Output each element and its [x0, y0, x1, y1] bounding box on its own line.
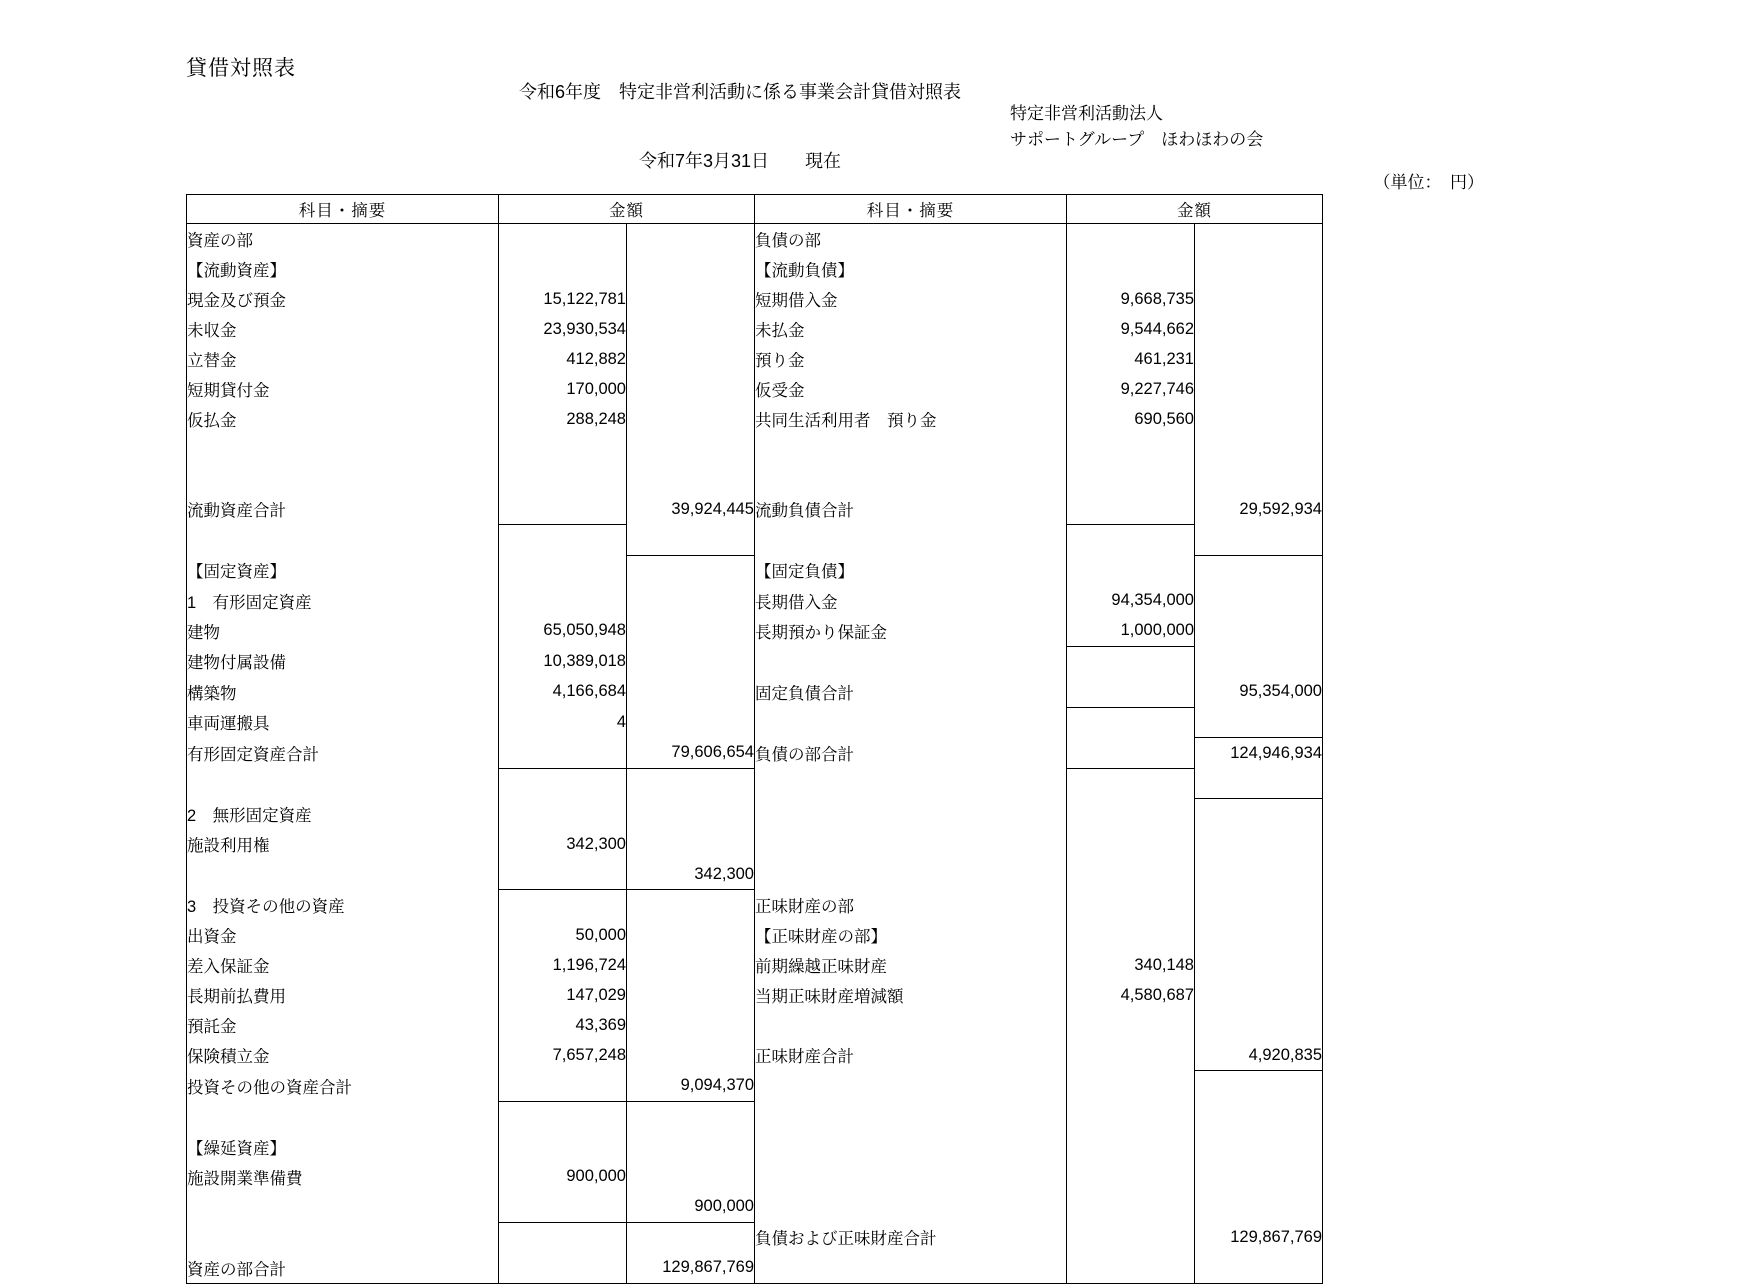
left-subtotal-amount [499, 586, 627, 616]
left-item-label: 有形固定資産合計 [187, 738, 499, 769]
right-subtotal-amount [1067, 1010, 1195, 1040]
left-total-amount [627, 525, 755, 556]
right-subtotal-amount: 461,231 [1067, 344, 1195, 374]
left-subtotal-amount: 170,000 [499, 374, 627, 404]
right-total-amount [1195, 1253, 1323, 1284]
table-row [187, 707, 1323, 738]
left-item-label: 資産の部 [187, 224, 499, 255]
left-subtotal-amount [499, 1132, 627, 1162]
right-item-label: 負債の部 [755, 224, 1067, 255]
table-body [187, 224, 1323, 1284]
table-row [187, 525, 1323, 556]
left-item-label [187, 1192, 499, 1223]
left-subtotal-amount [499, 1222, 627, 1253]
table-row [187, 859, 1323, 890]
left-item-label: 長期前払費用 [187, 980, 499, 1010]
left-subtotal-amount [499, 434, 627, 464]
left-item-label: 資産の部合計 [187, 1253, 499, 1284]
left-total-amount: 79,606,654 [627, 738, 755, 769]
left-subtotal-amount [499, 224, 627, 255]
left-item-label: 2 無形固定資産 [187, 799, 499, 830]
table-row [187, 950, 1323, 980]
left-item-label [187, 434, 499, 464]
right-subtotal-amount [1067, 525, 1195, 556]
left-subtotal-amount: 4,166,684 [499, 677, 627, 708]
left-item-label: 【繰延資産】 [187, 1132, 499, 1162]
left-item-label: 差入保証金 [187, 950, 499, 980]
left-total-amount [627, 374, 755, 404]
left-item-label: 【固定資産】 [187, 555, 499, 586]
left-total-amount [627, 890, 755, 921]
right-subtotal-amount: 340,148 [1067, 950, 1195, 980]
right-subtotal-amount: 1,000,000 [1067, 616, 1195, 647]
right-item-label: 預り金 [755, 344, 1067, 374]
header-item-left: 科目・摘要 [187, 195, 499, 224]
right-subtotal-amount [1067, 799, 1195, 830]
right-item-label: 未払金 [755, 314, 1067, 344]
left-item-label [187, 525, 499, 556]
right-item-label [755, 859, 1067, 890]
right-item-label [755, 646, 1067, 677]
table-row [187, 1132, 1323, 1162]
left-subtotal-amount: 65,050,948 [499, 616, 627, 647]
left-subtotal-amount: 10,389,018 [499, 646, 627, 677]
left-subtotal-amount [499, 799, 627, 830]
left-total-amount [627, 284, 755, 314]
right-subtotal-amount [1067, 254, 1195, 284]
right-subtotal-amount [1067, 829, 1195, 859]
right-total-amount [1195, 646, 1323, 677]
balance-sheet-table [186, 194, 1323, 1284]
right-total-amount [1195, 859, 1323, 890]
left-total-amount [627, 1101, 755, 1132]
right-total-amount [1195, 890, 1323, 921]
right-item-label [755, 1162, 1067, 1192]
table-row [187, 1071, 1323, 1102]
right-total-amount [1195, 1071, 1323, 1102]
left-item-label: 仮払金 [187, 404, 499, 434]
right-subtotal-amount: 9,544,662 [1067, 314, 1195, 344]
left-total-amount: 342,300 [627, 859, 755, 890]
table-row [187, 616, 1323, 647]
left-total-amount [627, 1040, 755, 1071]
table-row [187, 738, 1323, 769]
left-total-amount [627, 980, 755, 1010]
table-row [187, 284, 1323, 314]
left-subtotal-amount: 23,930,534 [499, 314, 627, 344]
left-item-label: 【流動資産】 [187, 254, 499, 284]
left-total-amount [627, 464, 755, 494]
right-subtotal-amount [1067, 224, 1195, 255]
right-subtotal-amount: 690,560 [1067, 404, 1195, 434]
left-total-amount [627, 434, 755, 464]
right-item-label [755, 1010, 1067, 1040]
left-total-amount [627, 950, 755, 980]
right-subtotal-amount [1067, 920, 1195, 950]
left-total-amount [627, 646, 755, 677]
right-total-amount [1195, 829, 1323, 859]
right-item-label [755, 464, 1067, 494]
left-total-amount [627, 1010, 755, 1040]
left-subtotal-amount [499, 1253, 627, 1284]
left-subtotal-amount: 147,029 [499, 980, 627, 1010]
left-total-amount: 129,867,769 [627, 1253, 755, 1284]
left-total-amount [627, 1162, 755, 1192]
right-subtotal-amount [1067, 1192, 1195, 1223]
left-subtotal-amount: 342,300 [499, 829, 627, 859]
table-row [187, 677, 1323, 708]
left-subtotal-amount [499, 738, 627, 769]
right-subtotal-amount [1067, 1101, 1195, 1132]
left-total-amount [627, 254, 755, 284]
right-subtotal-amount [1067, 677, 1195, 708]
as-of-date: 令和7年3月31日 現在 [638, 151, 842, 171]
right-item-label [755, 1071, 1067, 1102]
left-item-label: 3 投資その他の資産 [187, 890, 499, 921]
left-item-label: 預託金 [187, 1010, 499, 1040]
left-item-label: 流動資産合計 [187, 494, 499, 525]
right-item-label: 流動負債合計 [755, 494, 1067, 525]
right-subtotal-amount [1067, 1132, 1195, 1162]
left-subtotal-amount: 7,657,248 [499, 1040, 627, 1071]
table-row [187, 980, 1323, 1010]
right-item-label: 当期正味財産増減額 [755, 980, 1067, 1010]
right-subtotal-amount [1067, 1040, 1195, 1071]
table-row [187, 344, 1323, 374]
right-subtotal-amount: 94,354,000 [1067, 586, 1195, 616]
header-amount-left: 金額 [499, 195, 755, 224]
right-subtotal-amount [1067, 494, 1195, 525]
left-item-label: 建物付属設備 [187, 646, 499, 677]
right-total-amount [1195, 374, 1323, 404]
right-total-amount [1195, 314, 1323, 344]
right-total-amount [1195, 768, 1323, 799]
table-row [187, 1010, 1323, 1040]
right-item-label: 仮受金 [755, 374, 1067, 404]
table-row [187, 1162, 1323, 1192]
right-item-label: 【流動負債】 [755, 254, 1067, 284]
left-total-amount [627, 677, 755, 708]
organization-name: サポートグループ ほわほわの会 [1010, 129, 1264, 149]
right-total-amount: 29,592,934 [1195, 494, 1323, 525]
right-total-amount: 4,920,835 [1195, 1040, 1323, 1071]
left-item-label: 建物 [187, 616, 499, 647]
left-subtotal-amount: 900,000 [499, 1162, 627, 1192]
right-total-amount [1195, 404, 1323, 434]
right-total-amount [1195, 254, 1323, 284]
right-item-label: 正味財産合計 [755, 1040, 1067, 1071]
table-row [187, 494, 1323, 525]
left-item-label: 出資金 [187, 920, 499, 950]
right-subtotal-amount [1067, 1162, 1195, 1192]
table-row [187, 890, 1323, 921]
table-row [187, 254, 1323, 284]
header-amount-right: 金額 [1067, 195, 1323, 224]
left-item-label: 立替金 [187, 344, 499, 374]
left-subtotal-amount: 15,122,781 [499, 284, 627, 314]
table-row [187, 1222, 1323, 1253]
right-total-amount [1195, 464, 1323, 494]
left-total-amount [627, 616, 755, 647]
left-item-label [187, 1222, 499, 1253]
left-item-label: 構築物 [187, 677, 499, 708]
right-total-amount: 129,867,769 [1195, 1222, 1323, 1253]
left-total-amount [627, 768, 755, 799]
table-row [187, 555, 1323, 586]
right-total-amount [1195, 434, 1323, 464]
left-total-amount [627, 829, 755, 859]
table-header-row [187, 195, 1323, 224]
right-subtotal-amount [1067, 707, 1195, 738]
table-row [187, 374, 1323, 404]
left-total-amount [627, 586, 755, 616]
left-total-amount: 900,000 [627, 1192, 755, 1223]
left-item-label [187, 464, 499, 494]
table-row [187, 1040, 1323, 1071]
table-row [187, 646, 1323, 677]
right-item-label [755, 1132, 1067, 1162]
right-total-amount [1195, 707, 1323, 738]
left-item-label [187, 1101, 499, 1132]
right-subtotal-amount [1067, 1253, 1195, 1284]
left-total-amount: 39,924,445 [627, 494, 755, 525]
right-item-label [755, 707, 1067, 738]
organization-block [1010, 101, 1263, 152]
left-item-label: 1 有形固定資産 [187, 586, 499, 616]
right-item-label: 負債の部合計 [755, 738, 1067, 769]
table-row [187, 434, 1323, 464]
left-total-amount [627, 920, 755, 950]
document-label: 貸借対照表 [186, 57, 296, 80]
left-item-label [187, 768, 499, 799]
left-item-label: 施設開業準備費 [187, 1162, 499, 1192]
right-total-amount [1195, 1192, 1323, 1223]
right-item-label: 短期借入金 [755, 284, 1067, 314]
right-subtotal-amount [1067, 434, 1195, 464]
left-subtotal-amount: 412,882 [499, 344, 627, 374]
right-item-label [755, 799, 1067, 830]
left-total-amount [627, 404, 755, 434]
right-total-amount: 95,354,000 [1195, 677, 1323, 708]
left-total-amount: 9,094,370 [627, 1071, 755, 1102]
left-subtotal-amount [499, 494, 627, 525]
left-item-label [187, 859, 499, 890]
right-total-amount [1195, 799, 1323, 830]
right-total-amount [1195, 950, 1323, 980]
right-subtotal-amount [1067, 1222, 1195, 1253]
right-item-label: 長期借入金 [755, 586, 1067, 616]
left-subtotal-amount [499, 890, 627, 921]
right-item-label [755, 1101, 1067, 1132]
right-total-amount [1195, 1132, 1323, 1162]
right-total-amount [1195, 920, 1323, 950]
table-row [187, 1101, 1323, 1132]
left-subtotal-amount [499, 525, 627, 556]
right-subtotal-amount [1067, 859, 1195, 890]
table-row [187, 829, 1323, 859]
left-item-label: 保険積立金 [187, 1040, 499, 1071]
right-total-amount [1195, 980, 1323, 1010]
left-subtotal-amount: 50,000 [499, 920, 627, 950]
organization-type: 特定非営利活動法人 [1010, 104, 1163, 123]
right-total-amount [1195, 616, 1323, 647]
right-subtotal-amount [1067, 890, 1195, 921]
unit-note: （単位： 円） [1373, 173, 1484, 192]
table-row [187, 224, 1323, 255]
right-subtotal-amount [1067, 464, 1195, 494]
left-total-amount [627, 224, 755, 255]
right-total-amount [1195, 555, 1323, 586]
right-item-label: 共同生活利用者 預り金 [755, 404, 1067, 434]
right-total-amount [1195, 1010, 1323, 1040]
right-item-label [755, 1253, 1067, 1284]
right-item-label: 長期預かり保証金 [755, 616, 1067, 647]
left-total-amount [627, 799, 755, 830]
right-total-amount [1195, 344, 1323, 374]
header-item-right: 科目・摘要 [755, 195, 1067, 224]
right-item-label [755, 829, 1067, 859]
right-item-label [755, 768, 1067, 799]
table-row [187, 768, 1323, 799]
right-total-amount [1195, 224, 1323, 255]
left-total-amount [627, 555, 755, 586]
right-item-label: 負債および正味財産合計 [755, 1222, 1067, 1253]
left-item-label: 車両運搬具 [187, 707, 499, 738]
right-total-amount [1195, 586, 1323, 616]
left-subtotal-amount [499, 1101, 627, 1132]
right-subtotal-amount: 9,227,746 [1067, 374, 1195, 404]
left-subtotal-amount [499, 859, 627, 890]
table-row [187, 586, 1323, 616]
right-item-label: 【固定負債】 [755, 555, 1067, 586]
right-item-label: 前期繰越正味財産 [755, 950, 1067, 980]
right-subtotal-amount: 4,580,687 [1067, 980, 1195, 1010]
table-row [187, 799, 1323, 830]
right-total-amount: 124,946,934 [1195, 738, 1323, 769]
right-subtotal-amount: 9,668,735 [1067, 284, 1195, 314]
table-row [187, 464, 1323, 494]
left-subtotal-amount [499, 464, 627, 494]
right-item-label [755, 434, 1067, 464]
right-subtotal-amount [1067, 768, 1195, 799]
right-subtotal-amount [1067, 646, 1195, 677]
right-total-amount [1195, 1101, 1323, 1132]
right-item-label: 正味財産の部 [755, 890, 1067, 921]
left-total-amount [627, 314, 755, 344]
left-subtotal-amount [499, 254, 627, 284]
left-subtotal-amount: 43,369 [499, 1010, 627, 1040]
table-row [187, 1253, 1323, 1284]
right-total-amount [1195, 1162, 1323, 1192]
right-item-label [755, 1192, 1067, 1223]
left-item-label: 短期貸付金 [187, 374, 499, 404]
right-item-label: 【正味財産の部】 [755, 920, 1067, 950]
left-total-amount [627, 707, 755, 738]
right-total-amount [1195, 284, 1323, 314]
left-item-label: 投資その他の資産合計 [187, 1071, 499, 1102]
left-total-amount [627, 1132, 755, 1162]
right-total-amount [1195, 525, 1323, 556]
left-subtotal-amount: 1,196,724 [499, 950, 627, 980]
left-total-amount [627, 1222, 755, 1253]
left-subtotal-amount [499, 1071, 627, 1102]
left-total-amount [627, 344, 755, 374]
right-subtotal-amount [1067, 1071, 1195, 1102]
left-subtotal-amount: 288,248 [499, 404, 627, 434]
right-subtotal-amount [1067, 738, 1195, 769]
left-subtotal-amount [499, 555, 627, 586]
right-item-label: 固定負債合計 [755, 677, 1067, 708]
table-row [187, 920, 1323, 950]
left-item-label: 施設利用権 [187, 829, 499, 859]
left-subtotal-amount [499, 768, 627, 799]
left-item-label: 未収金 [187, 314, 499, 344]
right-item-label [755, 525, 1067, 556]
left-subtotal-amount: 4 [499, 707, 627, 738]
page-title: 令和6年度 特定非営利活動に係る事業会計貸借対照表 [518, 82, 961, 102]
table-row [187, 1192, 1323, 1223]
table-row [187, 404, 1323, 434]
right-subtotal-amount [1067, 555, 1195, 586]
left-subtotal-amount [499, 1192, 627, 1223]
table-row [187, 314, 1323, 344]
left-item-label: 現金及び預金 [187, 284, 499, 314]
